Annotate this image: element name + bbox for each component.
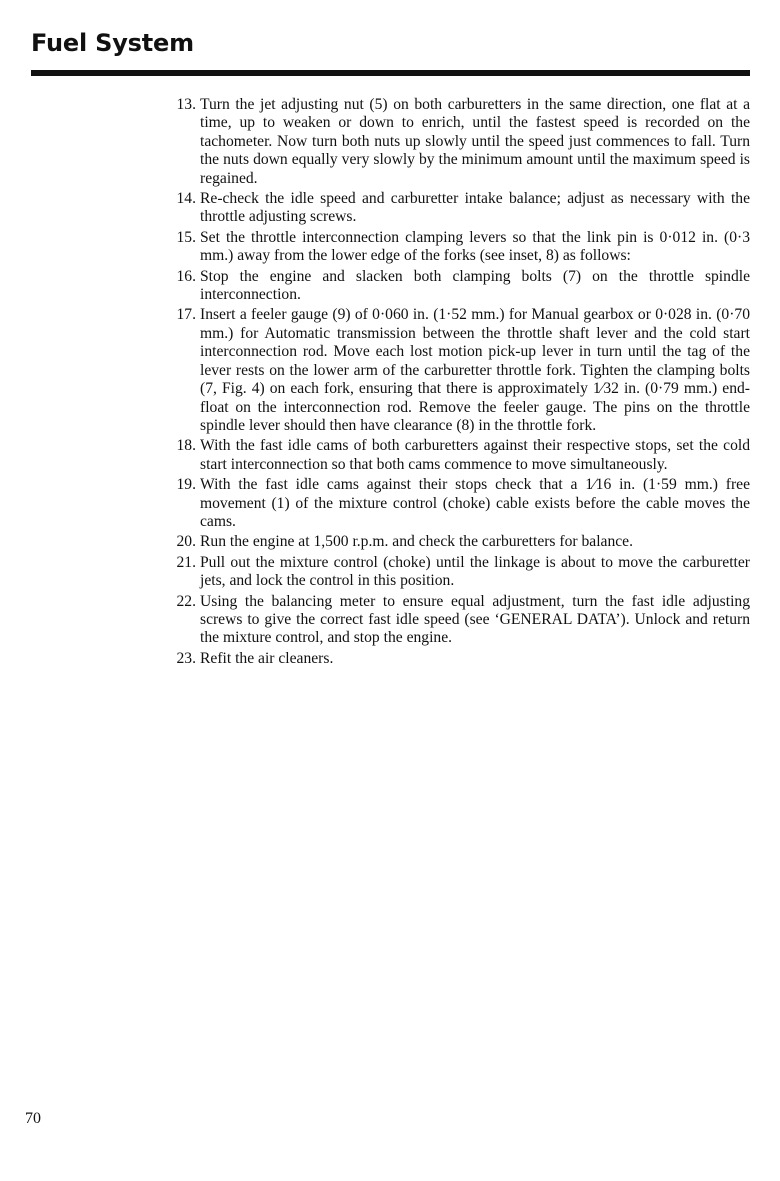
step-number: 14. xyxy=(176,190,196,208)
step-text: Turn the jet adjusting nut (5) on both carburetters in the same direction, one flat at a time, up to weaken or down to enrich, until the fastest speed is recorded on the tachometer. Now turn both nuts up slowly until the speed just commences to fall. Turn the nuts down equally very slowly by the minimum amount until the maximum speed is regained. xyxy=(200,96,750,187)
page-number: 70 xyxy=(25,1110,41,1127)
step-text: Using the balancing meter to ensure equal adjustment, turn the fast idle adjusting screws to give the correct fast idle speed (see ‘GENERAL DATA’). Unlock and return the mixture control, and stop the engine. xyxy=(200,592,750,647)
step-number: 17. xyxy=(176,306,196,324)
step-number: 22. xyxy=(176,592,196,610)
step-22 xyxy=(160,593,750,648)
step-number: 15. xyxy=(176,228,196,246)
step-17 xyxy=(160,306,750,435)
header-rule xyxy=(31,70,750,76)
step-21 xyxy=(160,554,750,591)
step-23 xyxy=(160,650,750,668)
procedure-steps xyxy=(160,96,750,670)
step-text: Insert a feeler gauge (9) of 0·060 in. (1·52 mm.) for Manual gearbox or 0·028 in. (0·70 mm.) for Automatic transmission between the throttle shaft lever and the cold start interconnection rod. Move each lost motion pick-up lever in turn until the tag of the lever rests on the lower arm of the carburetter throttle fork. Tighten the clamping bolts (7, Fig. 4) on each fork, ensuring that there is approximately 1⁄32 in. (0·79 mm.) end-float on the interconnection rod. Remove the feeler gauge. The pins on the throttle spindle lever should then have clearance (8) in the throttle fork. xyxy=(200,306,750,434)
step-number: 20. xyxy=(176,533,196,551)
step-20 xyxy=(160,533,750,551)
step-15 xyxy=(160,229,750,266)
section-title: Fuel System xyxy=(31,29,194,57)
step-number: 16. xyxy=(176,267,196,285)
step-number: 21. xyxy=(176,553,196,571)
step-text: Re-check the idle speed and carburetter intake balance; adjust as necessary with the throttle adjusting screws. xyxy=(200,190,750,226)
step-text: Set the throttle interconnection clamping levers so that the link pin is 0·012 in. (0·3 mm.) away from the lower edge of the forks (see inset, 8) as follows: xyxy=(200,228,750,265)
step-text: Refit the air cleaners. xyxy=(200,649,334,667)
step-number: 13. xyxy=(176,96,196,113)
step-number: 23. xyxy=(176,649,196,667)
step-19 xyxy=(160,476,750,531)
step-18 xyxy=(160,437,750,474)
step-number: 19. xyxy=(176,476,196,494)
step-16 xyxy=(160,268,750,305)
step-13 xyxy=(160,96,750,188)
step-text: Pull out the mixture control (choke) until the linkage is about to move the carburetter jets, and lock the control in this position. xyxy=(200,553,750,590)
step-number: 18. xyxy=(176,437,196,455)
step-text: Run the engine at 1,500 r.p.m. and check the carburetters for balance. xyxy=(200,533,633,551)
step-text: With the fast idle cams of both carburetters against their respective stops, set the cold start interconnection so that both cams commence to move simultaneously. xyxy=(200,437,750,473)
step-14 xyxy=(160,190,750,227)
step-text: Stop the engine and slacken both clamping bolts (7) on the throttle spindle interconnection. xyxy=(200,267,750,304)
step-text: With the fast idle cams against their stops check that a 1⁄16 in. (1·59 mm.) free movement (1) of the mixture control (choke) cable exists before the cable moves the cams. xyxy=(200,476,750,530)
